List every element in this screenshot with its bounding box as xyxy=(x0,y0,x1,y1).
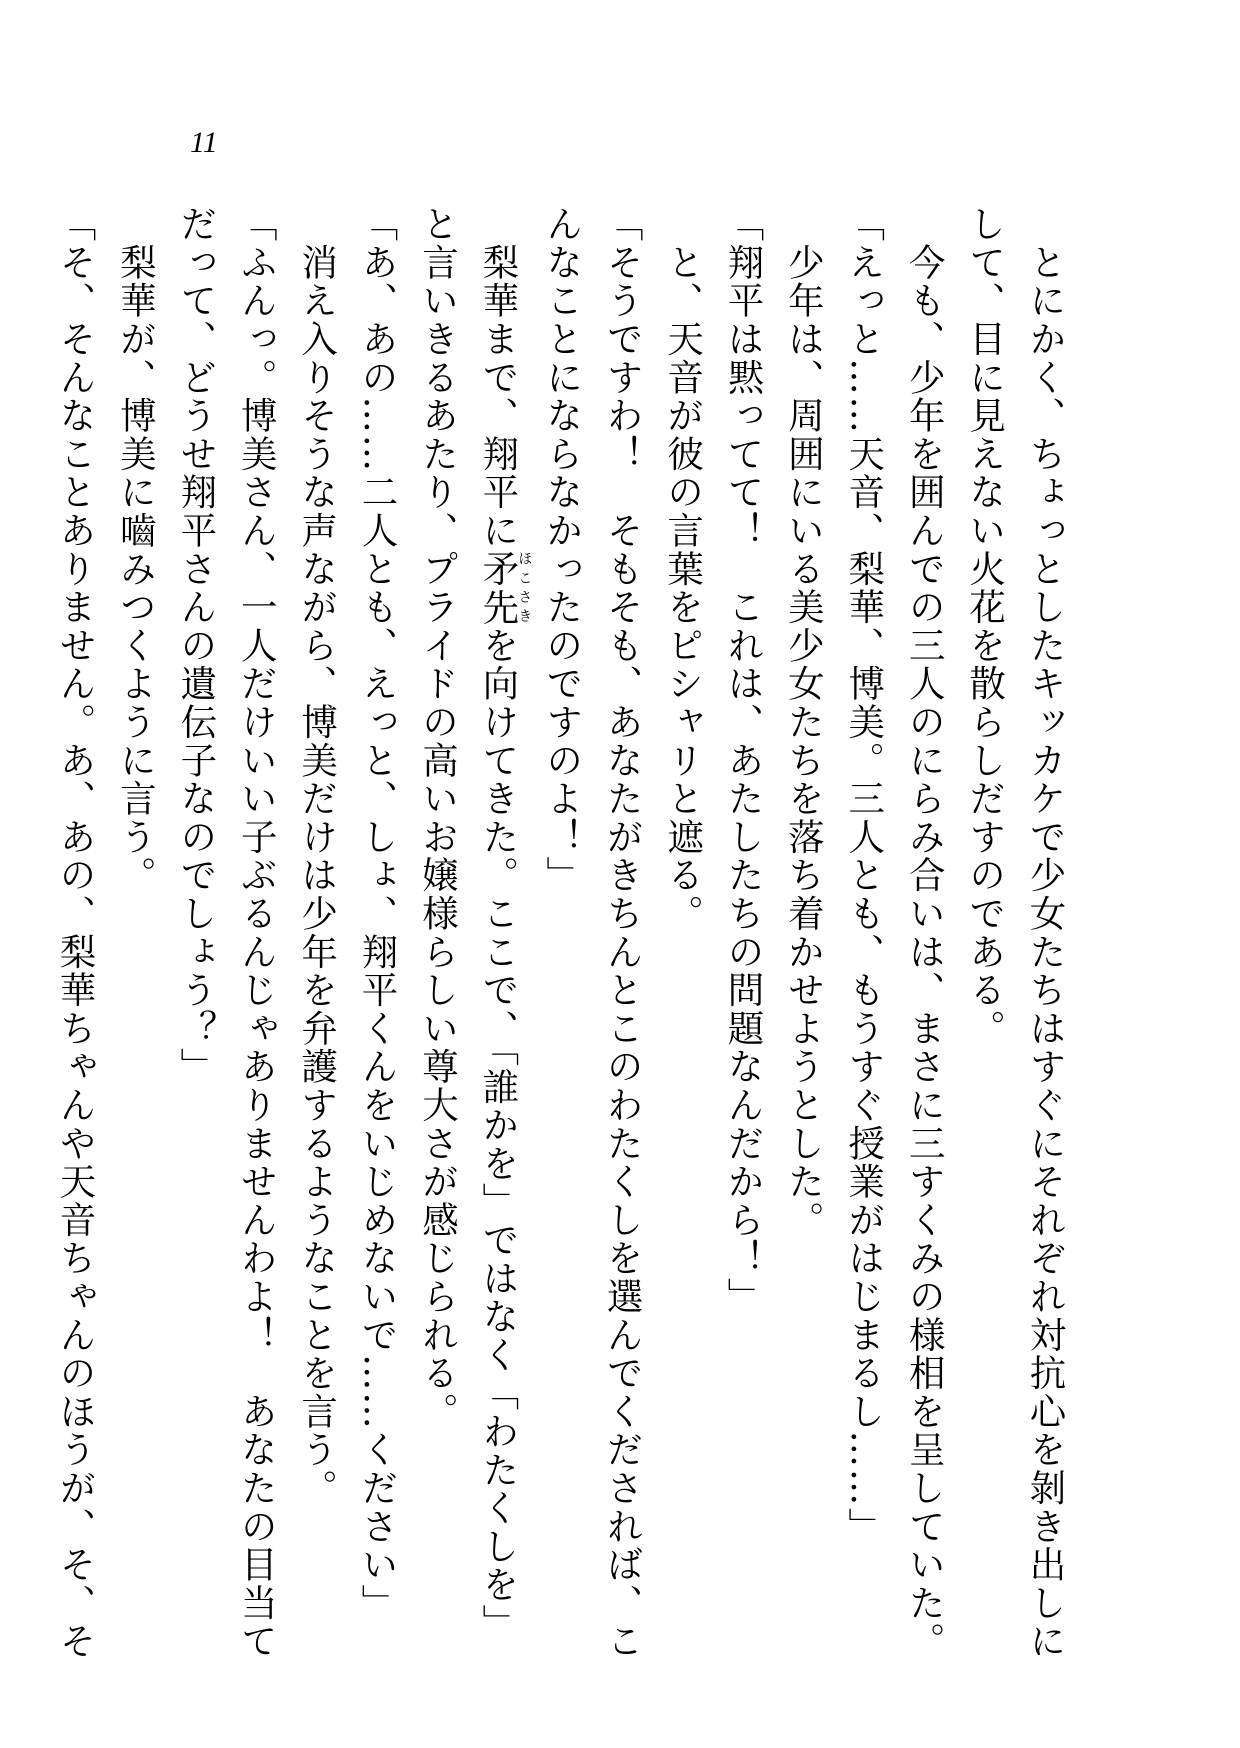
text-line: だって、どうせ翔平さんの遺伝子なのでしょう？」 xyxy=(174,205,218,1086)
text-line: して、目に見えない火花を散らしだすのである。 xyxy=(963,205,1007,1048)
text-line: 「そうですわ！ そもそも、あなたがきちんとこのわたくしを選んでくだされば、こ xyxy=(601,205,645,1661)
text-line: とにかく、ちょっとしたキッカケで少女たちはすぐにそれぞれ対抗心を剝き出しに xyxy=(1024,205,1067,1661)
text-line: 少年は、周囲にいる美少女たちを落ち着かせようとした。 xyxy=(782,205,826,1240)
text-line: 「ふんっ。博美さん、一人だけいい子ぶるんじゃありませんわよ！ あなたの目当て xyxy=(235,205,279,1661)
text-line: 「えっと……天音、梨華、博美。三人とも、もうすぐ授業がはじまるし……」 xyxy=(842,205,886,1546)
page-number: 11 xyxy=(190,126,218,159)
text-line: と、天音が彼の言葉をピシャリと遮る。 xyxy=(661,205,705,933)
ruby-reading: ほこさき xyxy=(516,549,533,627)
text-line-with-ruby xyxy=(467,205,531,1725)
ruby-line-after: を向けてきた。ここで、「誰かを」ではなく「わたくしを」 xyxy=(476,626,520,1643)
text-line: 消え入りそうな声ながら、博美だけは少年を弁護するようなことを言う。 xyxy=(295,205,339,1508)
text-line: んなことにならなかったのですのよ！」 xyxy=(540,205,584,895)
text-line: 「翔平は黙ってて！ これは、あたしたちの問題なんだから！」 xyxy=(721,205,765,1316)
text-line: と言いきるあたり、プライドの高いお嬢様らしい尊大さが感じられる。 xyxy=(416,205,460,1431)
ruby-line-before: 梨華まで、翔平に xyxy=(476,205,520,550)
ruby-annotation xyxy=(476,549,533,627)
text-line: 梨華が、博美に嚙みつくように言う。 xyxy=(114,205,158,895)
vertical-text-body xyxy=(45,205,1075,1725)
ruby-base: 矛先 xyxy=(476,549,520,627)
text-line: 今も、少年を囲んでの三人のにらみ合いは、まさに三すくみの様相を呈していた。 xyxy=(903,205,947,1661)
text-line: 「そ、そんなことありません。あ、あの、梨華ちゃんや天音ちゃんのほうが、そ、そ xyxy=(54,205,97,1661)
text-line: 「あ、あの……二人とも、えっと、しょ、翔平くんをいじめないで……ください」 xyxy=(356,205,400,1623)
